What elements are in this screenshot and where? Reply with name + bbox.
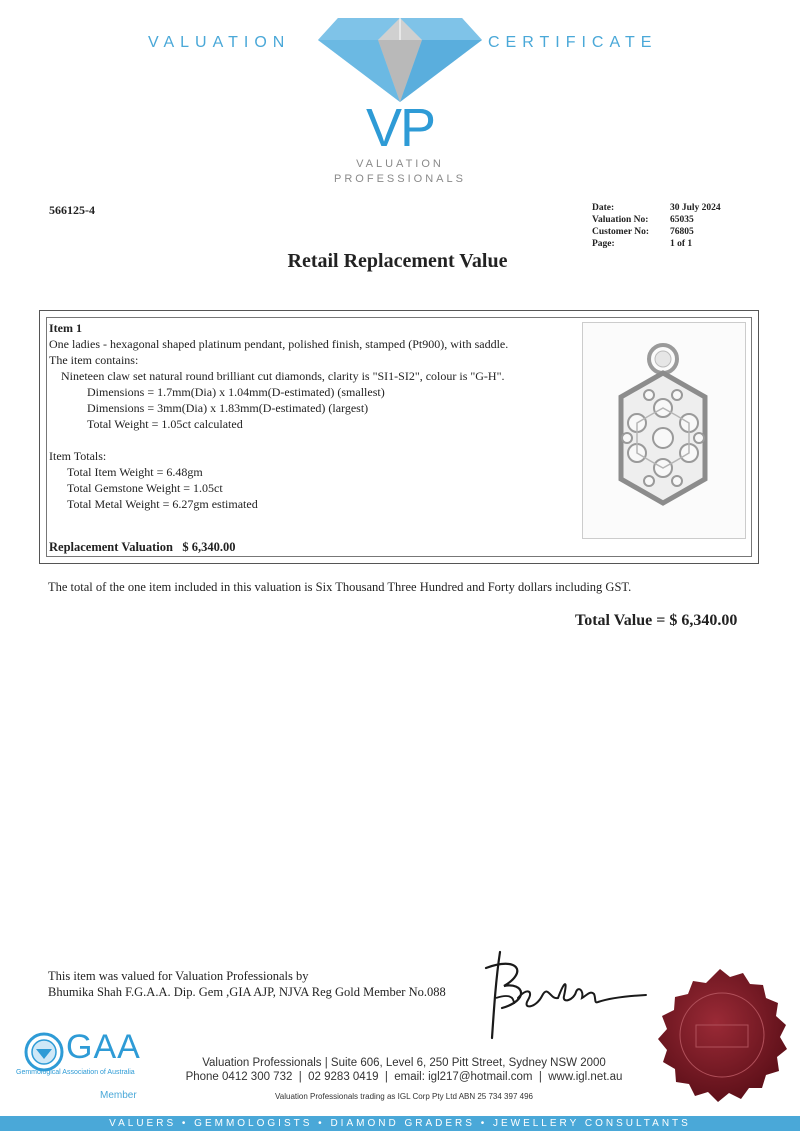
total-gemstone-weight: Total Gemstone Weight = 1.05ct — [67, 481, 223, 495]
item-heading: Item 1 — [49, 321, 82, 335]
total-metal-weight: Total Metal Weight = 6.27gm estimated — [67, 497, 258, 511]
reference-number: 566125-4 — [49, 203, 95, 217]
meta-value: 1 of 1 — [670, 239, 693, 249]
diamond-logo-icon — [318, 10, 482, 105]
meta-value: 65035 — [670, 215, 694, 225]
footer-services-bar: VALUERS • GEMMOLOGISTS • DIAMOND GRADERS • JEWELLERY CONSULTANTS — [0, 1116, 800, 1131]
vp-logo-mark: VP — [365, 98, 435, 158]
meta-row-customer-no — [592, 226, 721, 238]
handwritten-signature — [478, 938, 648, 1048]
document-title: Retail Replacement Value — [287, 250, 508, 272]
replacement-valuation: Replacement Valuation $ 6,340.00 — [49, 540, 236, 554]
valuer-line-1: This item was valued for Valuation Professionals by — [48, 969, 309, 983]
meta-row-date — [592, 202, 721, 214]
footer-address: Valuation Professionals | Suite 606, Level 6, 250 Pitt Street, Sydney NSW 2000 — [202, 1057, 606, 1069]
item-contains: The item contains: — [49, 353, 139, 367]
meta-label: Date: — [592, 203, 615, 213]
footer-abn: Valuation Professionals trading as IGL Corp Pty Ltd ABN 25 734 397 496 — [275, 1092, 533, 1101]
item-details — [49, 320, 508, 512]
gaa-full-name: Gemmological Association of Australia — [16, 1069, 135, 1076]
meta-value: 30 July 2024 — [670, 203, 721, 213]
logo-subtitle-professionals: PROFESSIONALS — [334, 173, 466, 185]
certificate-meta — [592, 202, 721, 250]
meta-value: 76805 — [670, 227, 694, 237]
meta-row-valuation-no — [592, 214, 721, 226]
meta-label: Customer No: — [592, 227, 650, 237]
item-dimensions-smallest: Dimensions = 1.7mm(Dia) x 1.04mm(D-estimated) (smallest) — [87, 385, 385, 399]
header-certificate-word: CERTIFICATE — [488, 34, 658, 51]
footer-contact: Phone 0412 300 732 | 02 9283 0419 | email: igl217@hotmail.com | www.igl.net.au — [185, 1071, 623, 1083]
logo-subtitle-valuation: VALUATION — [356, 158, 444, 170]
item-total-weight: Total Weight = 1.05ct calculated — [87, 417, 243, 431]
item-stones: Nineteen claw set natural round brilliant cut diamonds, clarity is "SI1-SI2", colour is "G-H". — [61, 369, 505, 383]
total-item-weight: Total Item Weight = 6.48gm — [67, 465, 203, 479]
gaa-member-label: Member — [100, 1090, 137, 1101]
meta-row-page — [592, 238, 721, 250]
meta-label: Valuation No: — [592, 215, 649, 225]
header-valuation-word: VALUATION — [148, 34, 291, 51]
valuer-statement — [48, 968, 446, 1000]
total-sentence: The total of the one item included in this valuation is Six Thousand Three Hundred and Forty dollars including GST. — [48, 580, 632, 594]
item-dimensions-largest: Dimensions = 3mm(Dia) x 1.83mm(D-estimated) (largest) — [87, 401, 369, 415]
total-value: Total Value = $ 6,340.00 — [575, 612, 738, 629]
item-description: One ladies - hexagonal shaped platinum pendant, polished finish, stamped (Pt900), with saddle. — [49, 337, 509, 351]
wax-seal-stamp-icon — [646, 965, 794, 1113]
valuer-line-2: Bhumika Shah F.G.A.A. Dip. Gem ,GIA AJP, NJVA Reg Gold Member No.088 — [48, 985, 446, 999]
pendant-photo — [582, 322, 746, 539]
meta-label: Page: — [592, 239, 615, 249]
item-totals-heading: Item Totals: — [49, 449, 107, 463]
spacer — [49, 432, 508, 448]
gaa-name: GAA — [66, 1028, 141, 1066]
